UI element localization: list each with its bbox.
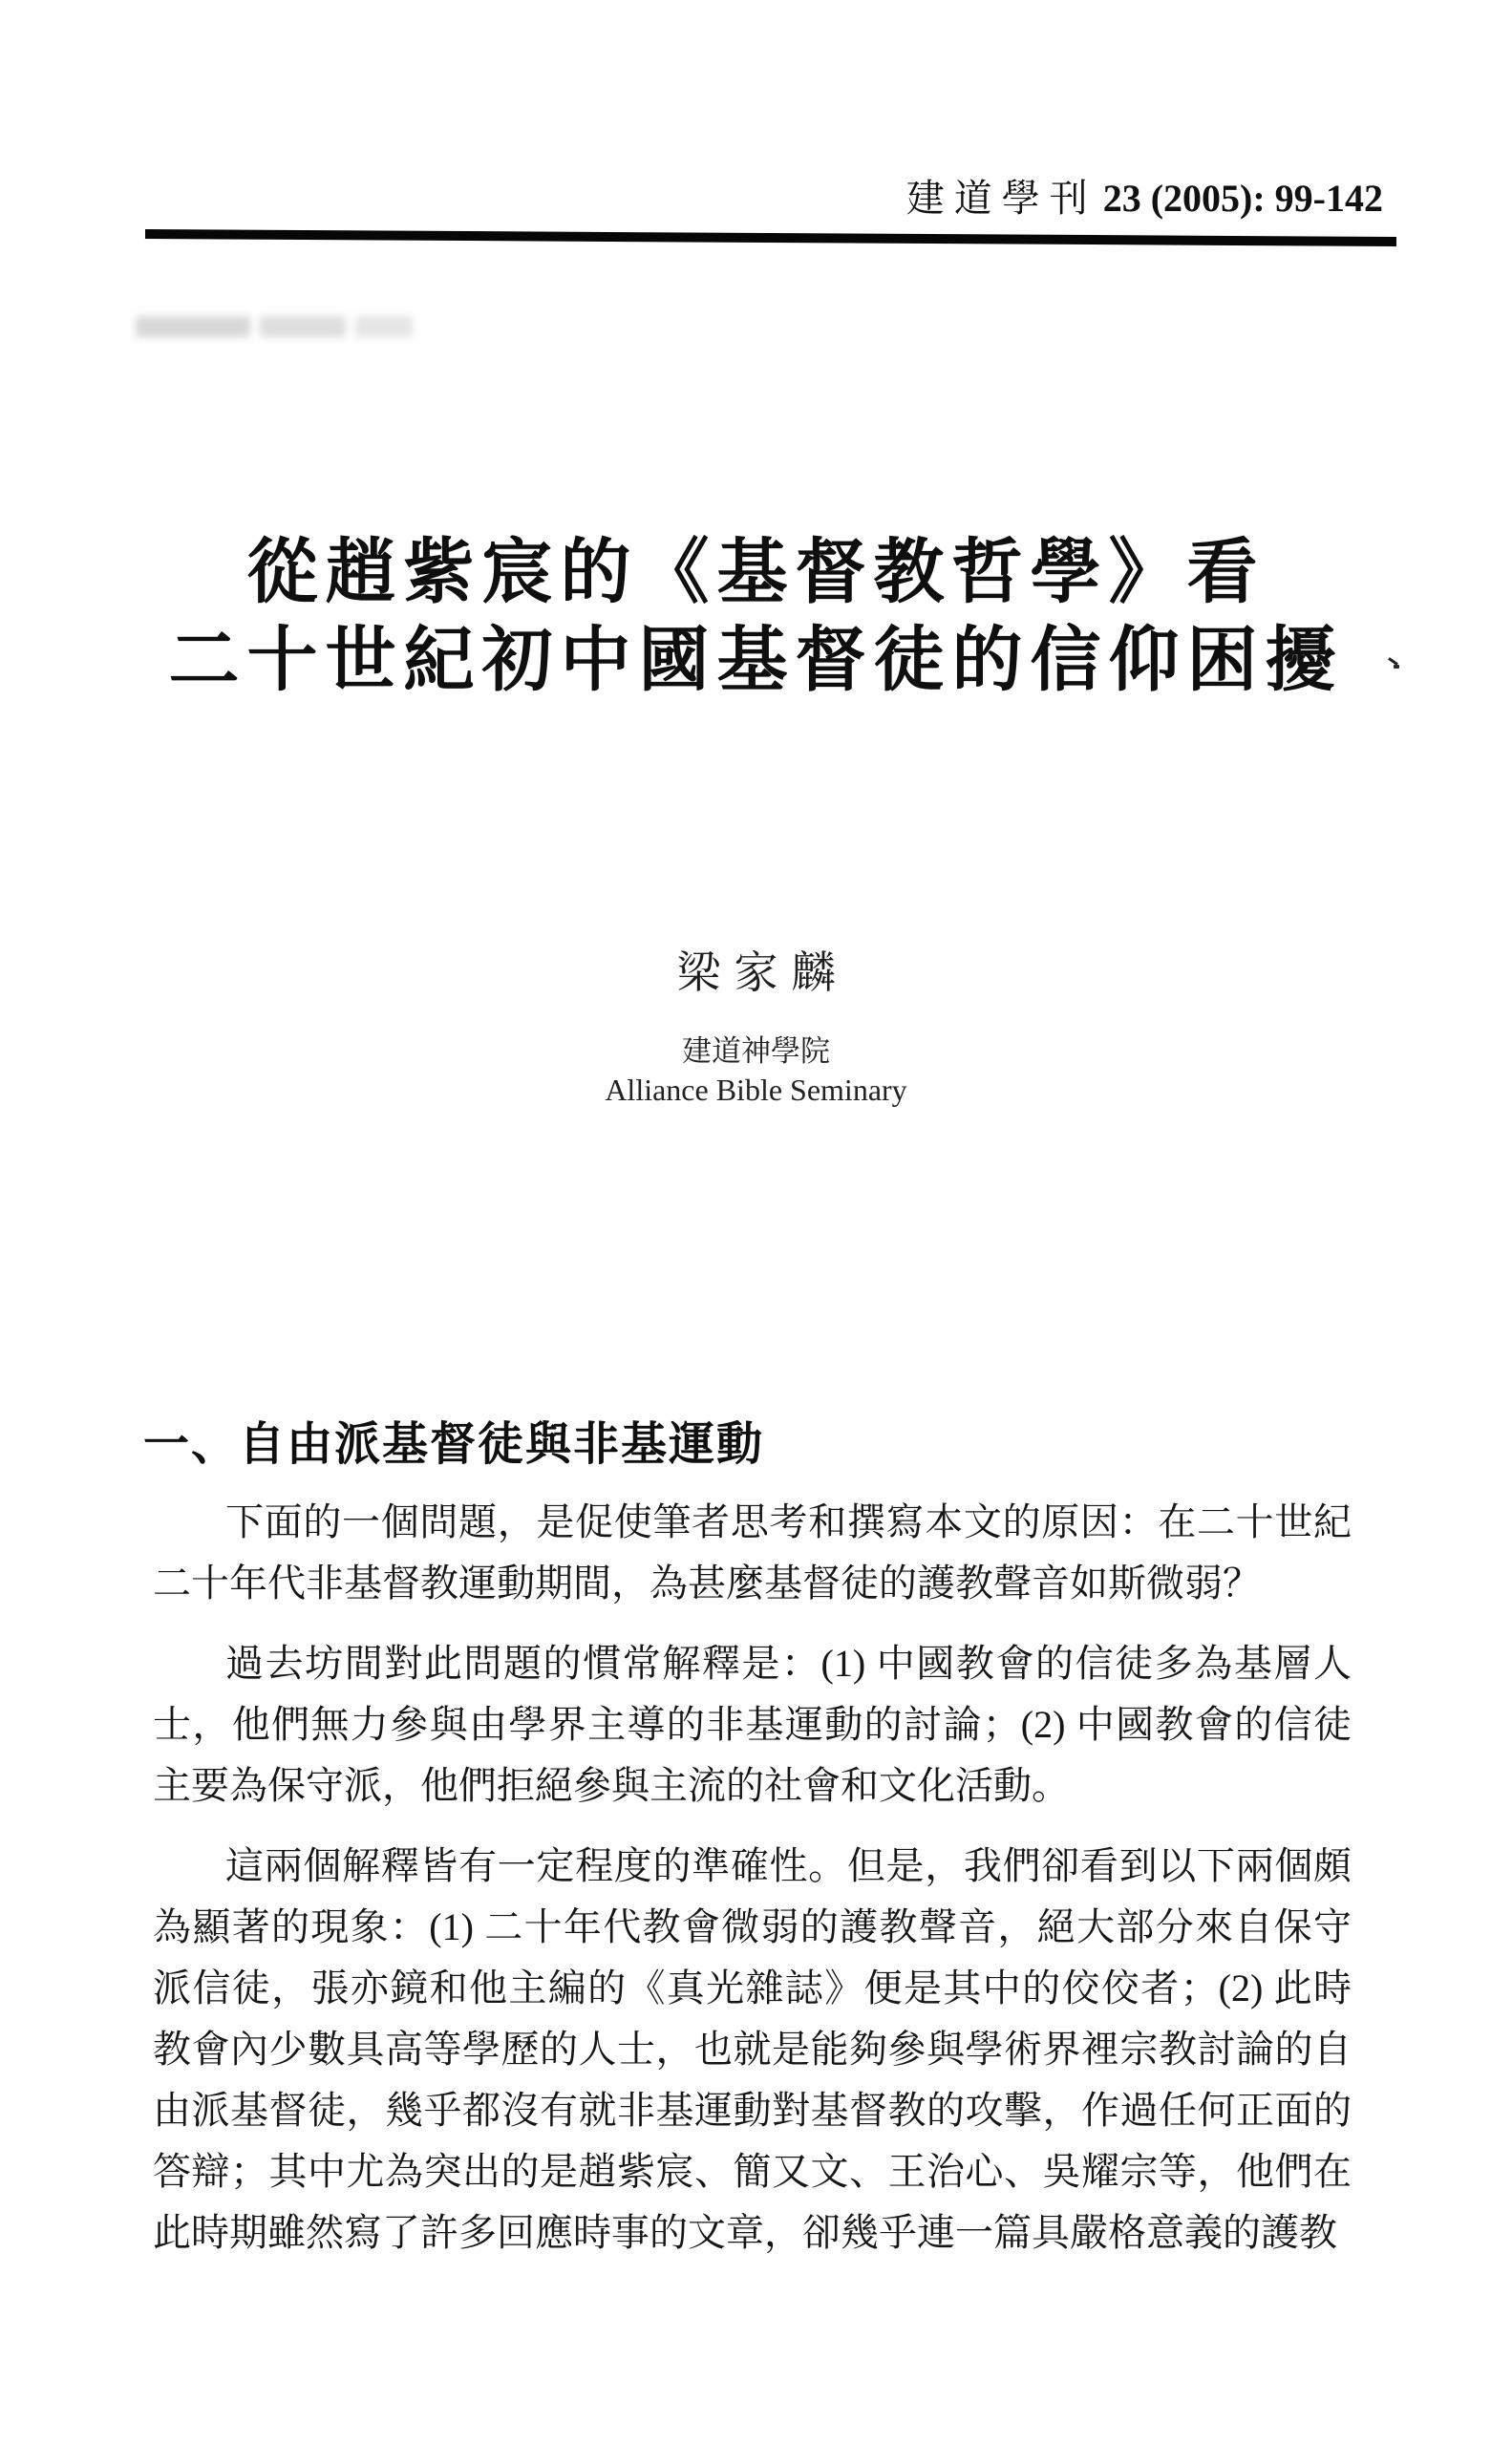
journal-citation — [906, 176, 1383, 222]
article-title — [0, 528, 1512, 704]
affiliation-english: Alliance Bible Seminary — [605, 1073, 907, 1107]
section-heading: 一、自由派基督徒與非基運動 — [143, 1419, 765, 1470]
article-title-line1: 從趙紫宸的《基督教哲學》看 — [246, 532, 1266, 611]
article-body — [153, 1492, 1352, 2283]
paragraph-3: 這兩個解釋皆有一定程度的準確性。但是，我們卻看到以下兩個頗為顯著的現象：(1) 二十年代教會微弱的護教聲音，絕大部分來自保守派信徒，張亦鏡和他主編的《真光雜誌》便是其中的佼佼者；(2) 此時教會內少數具高等學歷的人士，也就是能夠參與學術界裡宗教討論的自由派基督徒，幾乎都沒有就非基運動對基督教的攻擊，作過任何正面的答辯；其中尤為突出的是趙紫宸、簡又文、王治心、吳耀宗等，他們在此時期雖然寫了許多回應時事的文章，卻幾乎連一篇具嚴格意義的護教 — [153, 1844, 1352, 2254]
header-rule — [145, 229, 1396, 246]
affiliation-chinese: 建道神學院 — [682, 1034, 830, 1068]
paragraph-2: 過去坊間對此問題的慣常解釋是：(1) 中國教會的信徒多為基層人士，他們無力參與由學界主導的非基運動的討論；(2) 中國教會的信徒主要為保守派，他們拒絕參與主流的社會和文化活動。 — [153, 1642, 1352, 1807]
scan-speck-artifact — [1387, 657, 1402, 670]
journal-name: 建道學刊 — [905, 177, 1097, 220]
paragraph-1: 下面的一個問題，是促使筆者思考和撰寫本文的原因：在二十世紀二十年代非基督教運動期間，為甚麼基督徒的護教聲音如斯微弱？ — [153, 1500, 1352, 1605]
journal-issue-pages: 23 (2005): 99-142 — [1102, 177, 1383, 220]
article-title-line2: 二十世紀初中國基督徒的信仰困擾 — [168, 620, 1344, 699]
scan-showthrough-artifact — [136, 309, 451, 344]
author-name: 梁家麟 — [676, 948, 849, 997]
